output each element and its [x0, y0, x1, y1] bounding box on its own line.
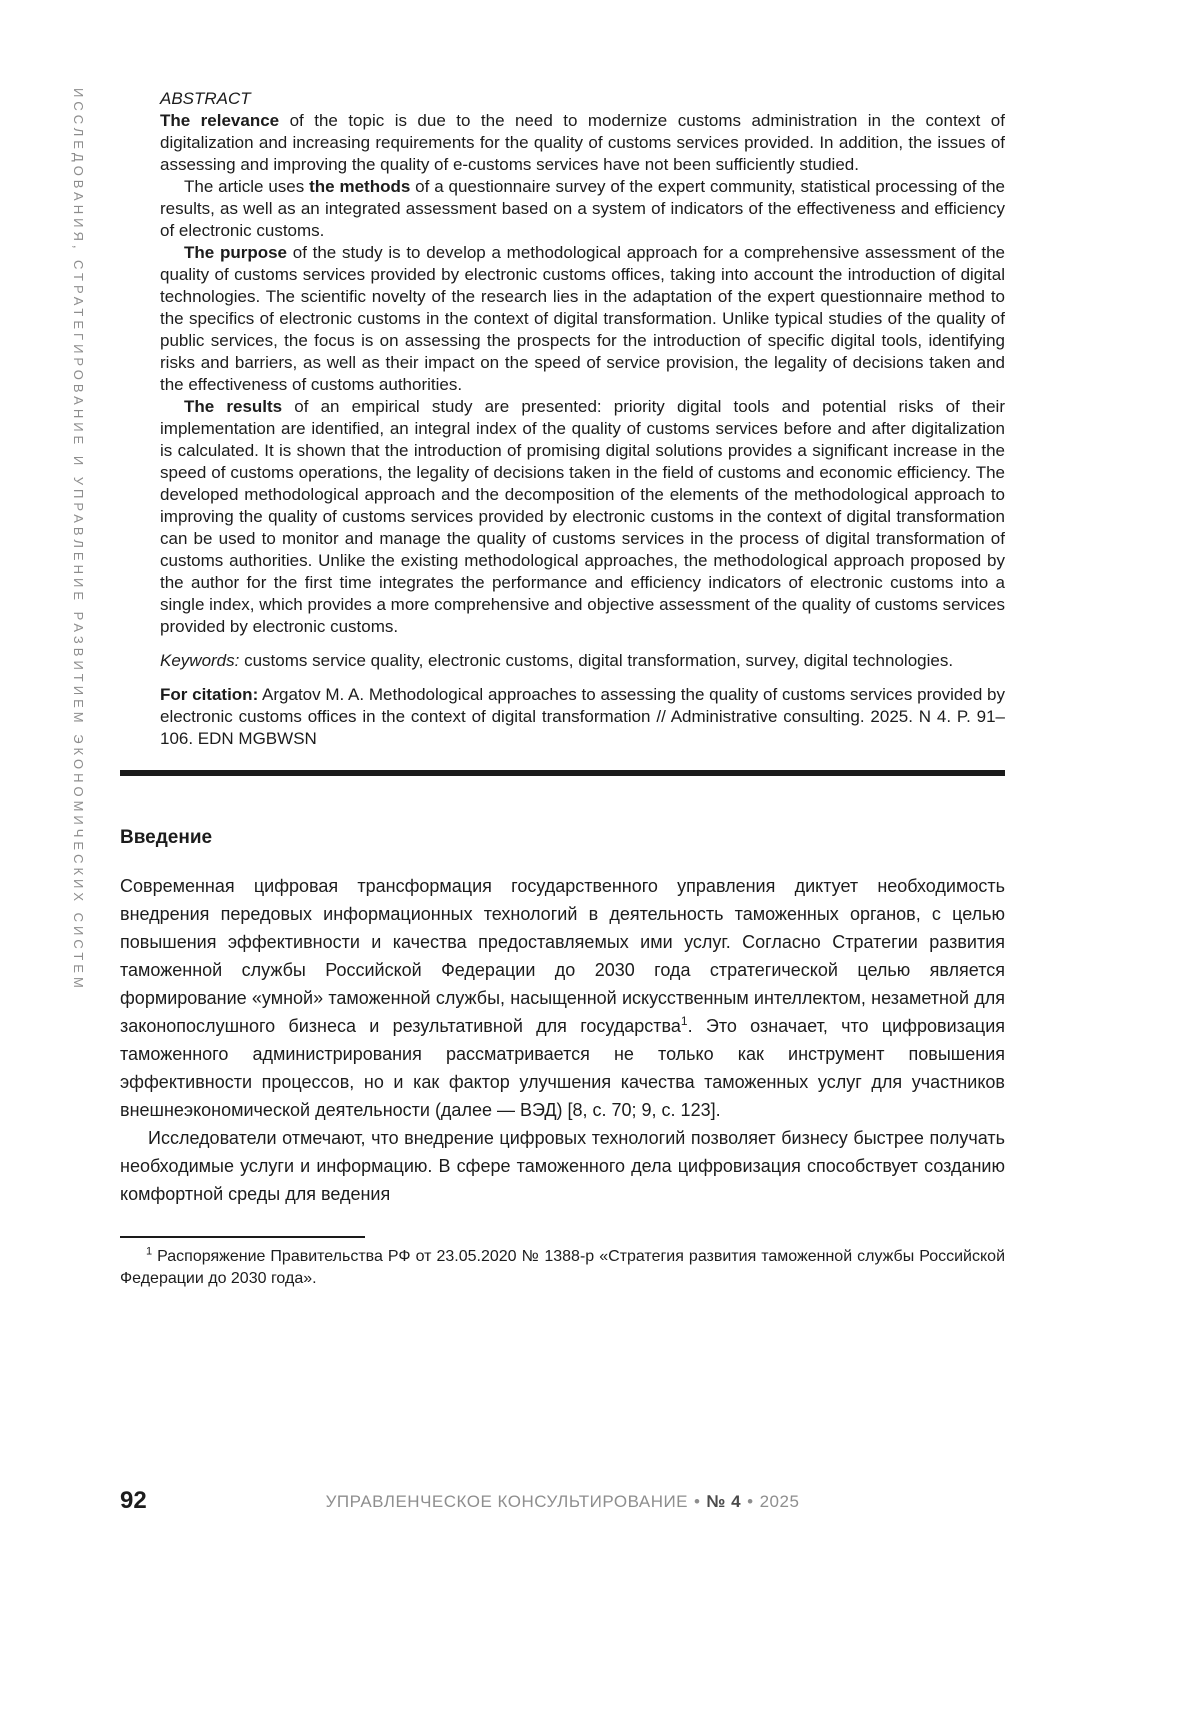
footnote	[120, 1246, 1005, 1290]
running-section-title-text: ИССЛЕДОВАНИЯ, СТРАТЕГИРОВАНИЕ И УПРАВЛЕНИЕ РАЗВИТИЕМ ЭКОНОМИЧЕСКИХ СИСТЕМ	[71, 88, 86, 992]
results-bold-lead: The results	[184, 397, 283, 416]
introduction-paragraph-2	[120, 1124, 1005, 1208]
abstract-paragraph-methods	[160, 176, 1005, 242]
page-footer	[120, 1487, 1005, 1521]
abstract-section	[160, 88, 1005, 750]
abstract-paragraph-relevance	[160, 110, 1005, 176]
page-content	[120, 0, 1005, 1290]
citation-paragraph	[160, 684, 1005, 750]
footer-separator-dot: •	[694, 1492, 701, 1511]
intro-p1-text: Современная цифровая трансформация государственного управления диктует необходимость внедрения передовых информационных технологий в деятельность таможенных органов, с целью повышения эффективности и качества предоставляемых ими услуг. Согласно Стратегии развития таможенной службы Российской Федерации до 2030 года стратегической целью является формирование «умной» таможенной службы, насыщенной искусственным интеллектом, незаметной для законопослушного бизнеса и результативной для государства	[120, 876, 1005, 1036]
relevance-bold-lead: The relevance	[160, 111, 280, 130]
introduction-paragraph-1	[120, 872, 1005, 1124]
results-text: of an empirical study are presented: priority digital tools and potential risks of their implementation are identified, an integral index of the quality of customs services before and after digitalization is calculated. It is shown that the introduction of promising digital solutions provides a significant increase in the speed of customs operations, the legality of decisions taken in the field of customs and economic efficiency. The developed methodological approach and the decomposition of the elements of the methodological approach to improving the quality of customs services provided by electronic customs in the context of digital transformation can be used to monitor and manage the quality of customs services in the process of digital transformation of customs authorities. Unlike the existing methodological approaches, the methodological approach proposed by the author for the first time integrates the performance and efficiency indicators of electronic customs into a single index, which provides a more comprehensive and objective assessment of the quality of customs services provided by electronic customs.	[160, 397, 1005, 636]
journal-running-footer	[120, 1492, 1005, 1512]
methods-pre-text: The article uses	[184, 177, 310, 196]
introduction-section	[120, 826, 1005, 1208]
keywords-text: customs service quality, electronic customs, digital transformation, survey, digital technologies.	[239, 651, 954, 670]
footnote-text: Распоряжение Правительства РФ от 23.05.2020 № 1388-р «Стратегия развития таможенной службы Российской Федерации до 2030 года».	[120, 1248, 1005, 1287]
keywords-paragraph	[160, 650, 1005, 672]
intro-p1-text-after-note: . Это означает, что цифровизация таможенного администрирования рассматривается не только как инструмент повышения эффективности процессов, но и как фактор улучшения качества таможенных услуг для участников внешнеэкономической деятельности (далее — ВЭД) [8, с. 70; 9, с. 123].	[120, 1016, 1005, 1120]
abstract-paragraph-purpose	[160, 242, 1005, 396]
citation-text: Argatov M. A. Methodological approaches to assessing the quality of customs services provided by electronic customs offices in the context of digital transformation // Administrative consulting. 2025. N 4. P. 91–106. EDN MGBWSN	[160, 685, 1005, 748]
introduction-heading: Введение	[120, 827, 213, 848]
intro-p2-text: Исследователи отмечают, что внедрение цифровых технологий позволяет бизнесу быстрее получать необходимые услуги и информацию. В сфере таможенного дела цифровизация способствует созданию комфортной среды для ведения	[120, 1128, 1005, 1204]
keywords-label: Keywords:	[160, 651, 240, 670]
footnote-divider-rule	[120, 1236, 365, 1238]
journal-year: 2025	[759, 1492, 800, 1511]
journal-issue: № 4	[706, 1492, 742, 1511]
footnote-marker: 1	[146, 1245, 153, 1258]
citation-label: For citation:	[160, 685, 259, 704]
abstract-paragraph-results	[160, 396, 1005, 638]
methods-text: of a questionnaire survey of the expert community, statistical processing of the results, as well as an integrated assessment based on a system of indicators of the effectiveness and efficiency of electronic customs.	[160, 177, 1006, 240]
purpose-bold-lead: The purpose	[184, 243, 288, 262]
section-divider-rule	[120, 770, 1005, 776]
journal-name: УПРАВЛЕНЧЕСКОЕ КОНСУЛЬТИРОВАНИЕ	[325, 1492, 689, 1511]
footnote-reference: 1	[680, 1014, 688, 1028]
purpose-text: of the study is to develop a methodological approach for a comprehensive assessment of the quality of customs services provided by electronic customs offices, taking into account the introduction of digital technologies. The scientific novelty of the research lies in the adaptation of the expert questionnaire method to the specifics of electronic customs in the context of digital transformation. Unlike typical studies of the quality of public services, the focus is on assessing the prospects for the introduction of specific digital tools, identifying risks and barriers, as well as their impact on the speed of service provision, the legality of decisions taken and the effectiveness of customs authorities.	[160, 243, 1006, 394]
running-section-title	[71, 88, 86, 1003]
page-number: 92	[120, 1487, 147, 1514]
methods-bold: the methods	[309, 177, 411, 196]
abstract-heading: ABSTRACT	[160, 89, 251, 108]
footer-separator-dot: •	[747, 1492, 754, 1511]
relevance-text: of the topic is due to the need to modernize customs administration in the context of digitalization and increasing requirements for the quality of customs services provided. In addition, the issues of assessing and improving the quality of e-customs services have not been sufficiently studied.	[160, 111, 1005, 174]
